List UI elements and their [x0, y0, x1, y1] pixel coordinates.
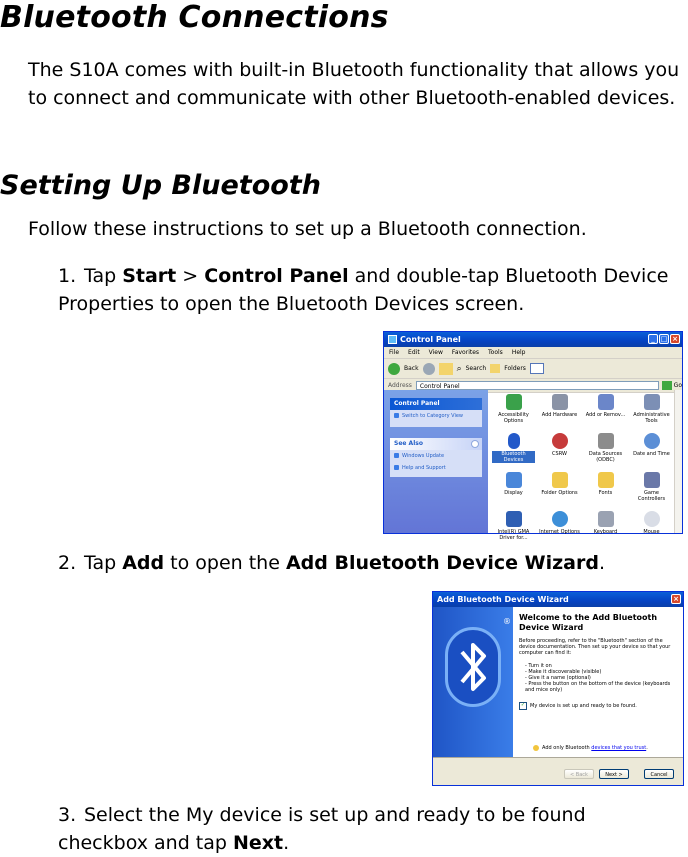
- cp-item[interactable]: [538, 394, 581, 433]
- cp-item-label: Bluetooth Devices: [492, 451, 535, 463]
- cp-item-label: Accessibility Options: [498, 412, 529, 424]
- step-bold: Start: [122, 265, 177, 287]
- wizard-body: Before proceeding, refer to the "Bluetooth" section of the device documentation. Then set up your device so that your computer can find it:: [519, 638, 671, 657]
- cp-item[interactable]: [492, 394, 535, 433]
- wizard-button-bar: [433, 757, 683, 785]
- cp-item-label: Folder Options: [541, 490, 578, 496]
- trusted-devices-note: [533, 745, 648, 751]
- list-item: - Press the button on the bottom of the device (keyboards and mice only): [525, 681, 671, 694]
- list-item: - Turn it on: [525, 662, 552, 669]
- step-text: Tap: [84, 552, 123, 574]
- note-text: .: [646, 745, 648, 751]
- bluetooth-logo-icon: [445, 627, 501, 707]
- display-icon: [506, 472, 522, 488]
- intro-paragraph: The S10A comes with built-in Bluetooth functionality that allows you to connect and communicate with other Bluetooth-enabled devices.: [28, 59, 680, 109]
- step-text: .: [283, 832, 290, 854]
- cp-item[interactable]: [492, 472, 535, 511]
- cp-item-bluetooth[interactable]: [492, 433, 535, 472]
- folders-icon[interactable]: [490, 364, 500, 373]
- close-icon[interactable]: ×: [671, 594, 681, 604]
- control-panel-box: [390, 398, 482, 427]
- window-title: Add Bluetooth Device Wizard: [437, 595, 569, 604]
- task-pane: [384, 390, 488, 533]
- cp-item-label: Data Sources (ODBC): [588, 451, 623, 463]
- cp-item[interactable]: [630, 511, 673, 550]
- mouse-icon: [644, 511, 660, 527]
- cp-item-label: Fonts: [598, 490, 613, 496]
- lightbulb-icon: [533, 745, 539, 751]
- see-also-title: See Also: [394, 440, 423, 447]
- forward-arrow-icon[interactable]: [423, 363, 435, 375]
- step-text: and double-tap Bluetooth Device Properties to open the Bluetooth Devices screen.: [58, 265, 669, 315]
- accessibility-icon: [506, 394, 522, 410]
- game-controller-icon: [644, 472, 660, 488]
- wizard-sidebar: [433, 607, 513, 757]
- control-panel-icon: [388, 335, 397, 344]
- menu-file[interactable]: File: [389, 349, 400, 356]
- task-box-title: Control Panel: [390, 398, 482, 410]
- cp-item[interactable]: [538, 433, 581, 472]
- page-heading: Bluetooth Connections: [0, 0, 389, 35]
- close-icon[interactable]: ×: [670, 334, 680, 344]
- control-panel-screenshot: [383, 331, 683, 541]
- checkbox-check-icon[interactable]: ✓: [520, 701, 526, 708]
- toolbar: [384, 359, 682, 379]
- ready-checkbox[interactable]: [519, 702, 677, 710]
- wizard-screenshot: [432, 591, 684, 786]
- cp-item-label: Add Hardware: [541, 412, 578, 418]
- menu-tools[interactable]: Tools: [488, 349, 503, 356]
- wizard-heading: Welcome to the Add Bluetooth Device Wizard: [519, 613, 658, 632]
- clock-icon: [644, 433, 660, 449]
- fonts-icon: [598, 472, 614, 488]
- step-2: [58, 549, 688, 577]
- cp-item-label: Keyboard: [593, 529, 618, 535]
- vertical-scrollbar[interactable]: [674, 390, 682, 533]
- internet-options-icon: [552, 511, 568, 527]
- keyboard-icon: [598, 511, 614, 527]
- note-text: Add only Bluetooth: [542, 745, 592, 751]
- up-folder-icon[interactable]: [439, 363, 453, 375]
- windows-update-link[interactable]: Windows Update: [390, 450, 482, 462]
- folders-button[interactable]: Folders: [504, 365, 526, 372]
- cp-item[interactable]: [538, 472, 581, 511]
- step-bold: Add: [122, 552, 165, 574]
- csrw-icon: [552, 433, 568, 449]
- address-input[interactable]: [416, 381, 659, 390]
- step-text: Tap: [84, 265, 123, 287]
- wizard-list: [525, 663, 677, 694]
- back-button[interactable]: Back: [404, 365, 419, 372]
- cp-item-label: Display: [504, 490, 523, 496]
- folder-icon: [552, 472, 568, 488]
- cp-item[interactable]: [584, 394, 627, 433]
- step-number: 1.: [58, 265, 77, 287]
- step-bold: Add Bluetooth Device Wizard: [285, 552, 599, 574]
- back-arrow-icon[interactable]: [388, 363, 400, 375]
- cp-item[interactable]: [584, 472, 627, 511]
- step-bold: Next: [233, 832, 284, 854]
- section-heading: Setting Up Bluetooth: [0, 170, 321, 201]
- list-item: - Make it discoverable (visible): [525, 668, 602, 675]
- window-title: Control Panel: [400, 335, 461, 344]
- data-sources-icon: [598, 433, 614, 449]
- next-button[interactable]: Next >: [599, 769, 629, 779]
- cp-item-label: Administrative Tools: [633, 412, 670, 424]
- search-button[interactable]: Search: [465, 365, 487, 372]
- step-number: 2.: [58, 552, 77, 574]
- step-bold: Control Panel: [204, 265, 349, 287]
- registered-mark: ®: [503, 617, 511, 626]
- step-number: 3.: [58, 804, 77, 826]
- cp-item-label: Mouse: [643, 529, 660, 535]
- cp-item[interactable]: [630, 433, 673, 472]
- menu-edit[interactable]: Edit: [408, 349, 420, 356]
- checkbox-label: My device is set up and ready to be found.: [530, 702, 637, 709]
- title-bar: [384, 332, 682, 347]
- step-3: [58, 801, 658, 857]
- cancel-button[interactable]: Cancel: [644, 769, 674, 779]
- switch-view-link[interactable]: Switch to Category View: [390, 410, 482, 427]
- chevron-icon[interactable]: [471, 440, 479, 448]
- step-text: Select the My device is set up and ready to be found checkbox and tap: [58, 804, 586, 854]
- bluetooth-icon: [508, 433, 520, 449]
- cp-item[interactable]: [492, 511, 535, 550]
- title-bar: [433, 592, 683, 607]
- maximize-icon[interactable]: □: [660, 335, 668, 343]
- menu-favorites[interactable]: Favorites: [451, 349, 480, 356]
- control-panel-items: [492, 394, 674, 541]
- see-also-box: [390, 438, 482, 477]
- go-arrow-icon[interactable]: [662, 381, 672, 390]
- cp-item-label: Game Controllers: [637, 490, 666, 502]
- cp-item-label: Internet Options: [539, 529, 580, 535]
- wizard-content: [513, 607, 683, 757]
- cp-item-label: Intel(R) GMA Driver for...: [497, 529, 530, 541]
- trusted-devices-link[interactable]: devices that you trust: [591, 745, 647, 751]
- cp-item-label: Add or Remov...: [585, 412, 626, 418]
- hardware-icon: [552, 394, 568, 410]
- list-item: - Give it a name (optional): [525, 675, 591, 682]
- cp-item[interactable]: [584, 511, 627, 550]
- admin-tools-icon: [644, 394, 660, 410]
- go-button[interactable]: Go: [673, 382, 682, 389]
- minimize-icon[interactable]: _: [648, 334, 658, 344]
- instructions-text: Follow these instructions to set up a Bluetooth connection.: [28, 218, 587, 240]
- step-1: [58, 262, 688, 318]
- help-support-link[interactable]: Help and Support: [390, 462, 482, 477]
- programs-icon: [598, 394, 614, 410]
- step-text: .: [598, 552, 605, 574]
- cp-item[interactable]: [630, 472, 673, 511]
- back-button[interactable]: < Back: [564, 769, 594, 779]
- search-icon[interactable]: ⌕: [456, 363, 462, 374]
- cp-item[interactable]: [584, 433, 627, 472]
- menu-bar: [384, 347, 682, 359]
- menu-help[interactable]: Help: [511, 349, 526, 356]
- address-label: Address: [388, 382, 412, 389]
- cp-item-label: Date and Time: [633, 451, 670, 457]
- step-text: >: [176, 265, 205, 287]
- cp-item-label: CSRW: [552, 451, 567, 457]
- address-value: Control Panel: [419, 383, 460, 390]
- menu-view[interactable]: View: [428, 349, 443, 356]
- views-icon[interactable]: [530, 363, 544, 374]
- intel-gma-icon: [506, 511, 522, 527]
- step-text: to open the: [164, 552, 286, 574]
- cp-item[interactable]: [630, 394, 673, 433]
- cp-item[interactable]: [538, 511, 581, 550]
